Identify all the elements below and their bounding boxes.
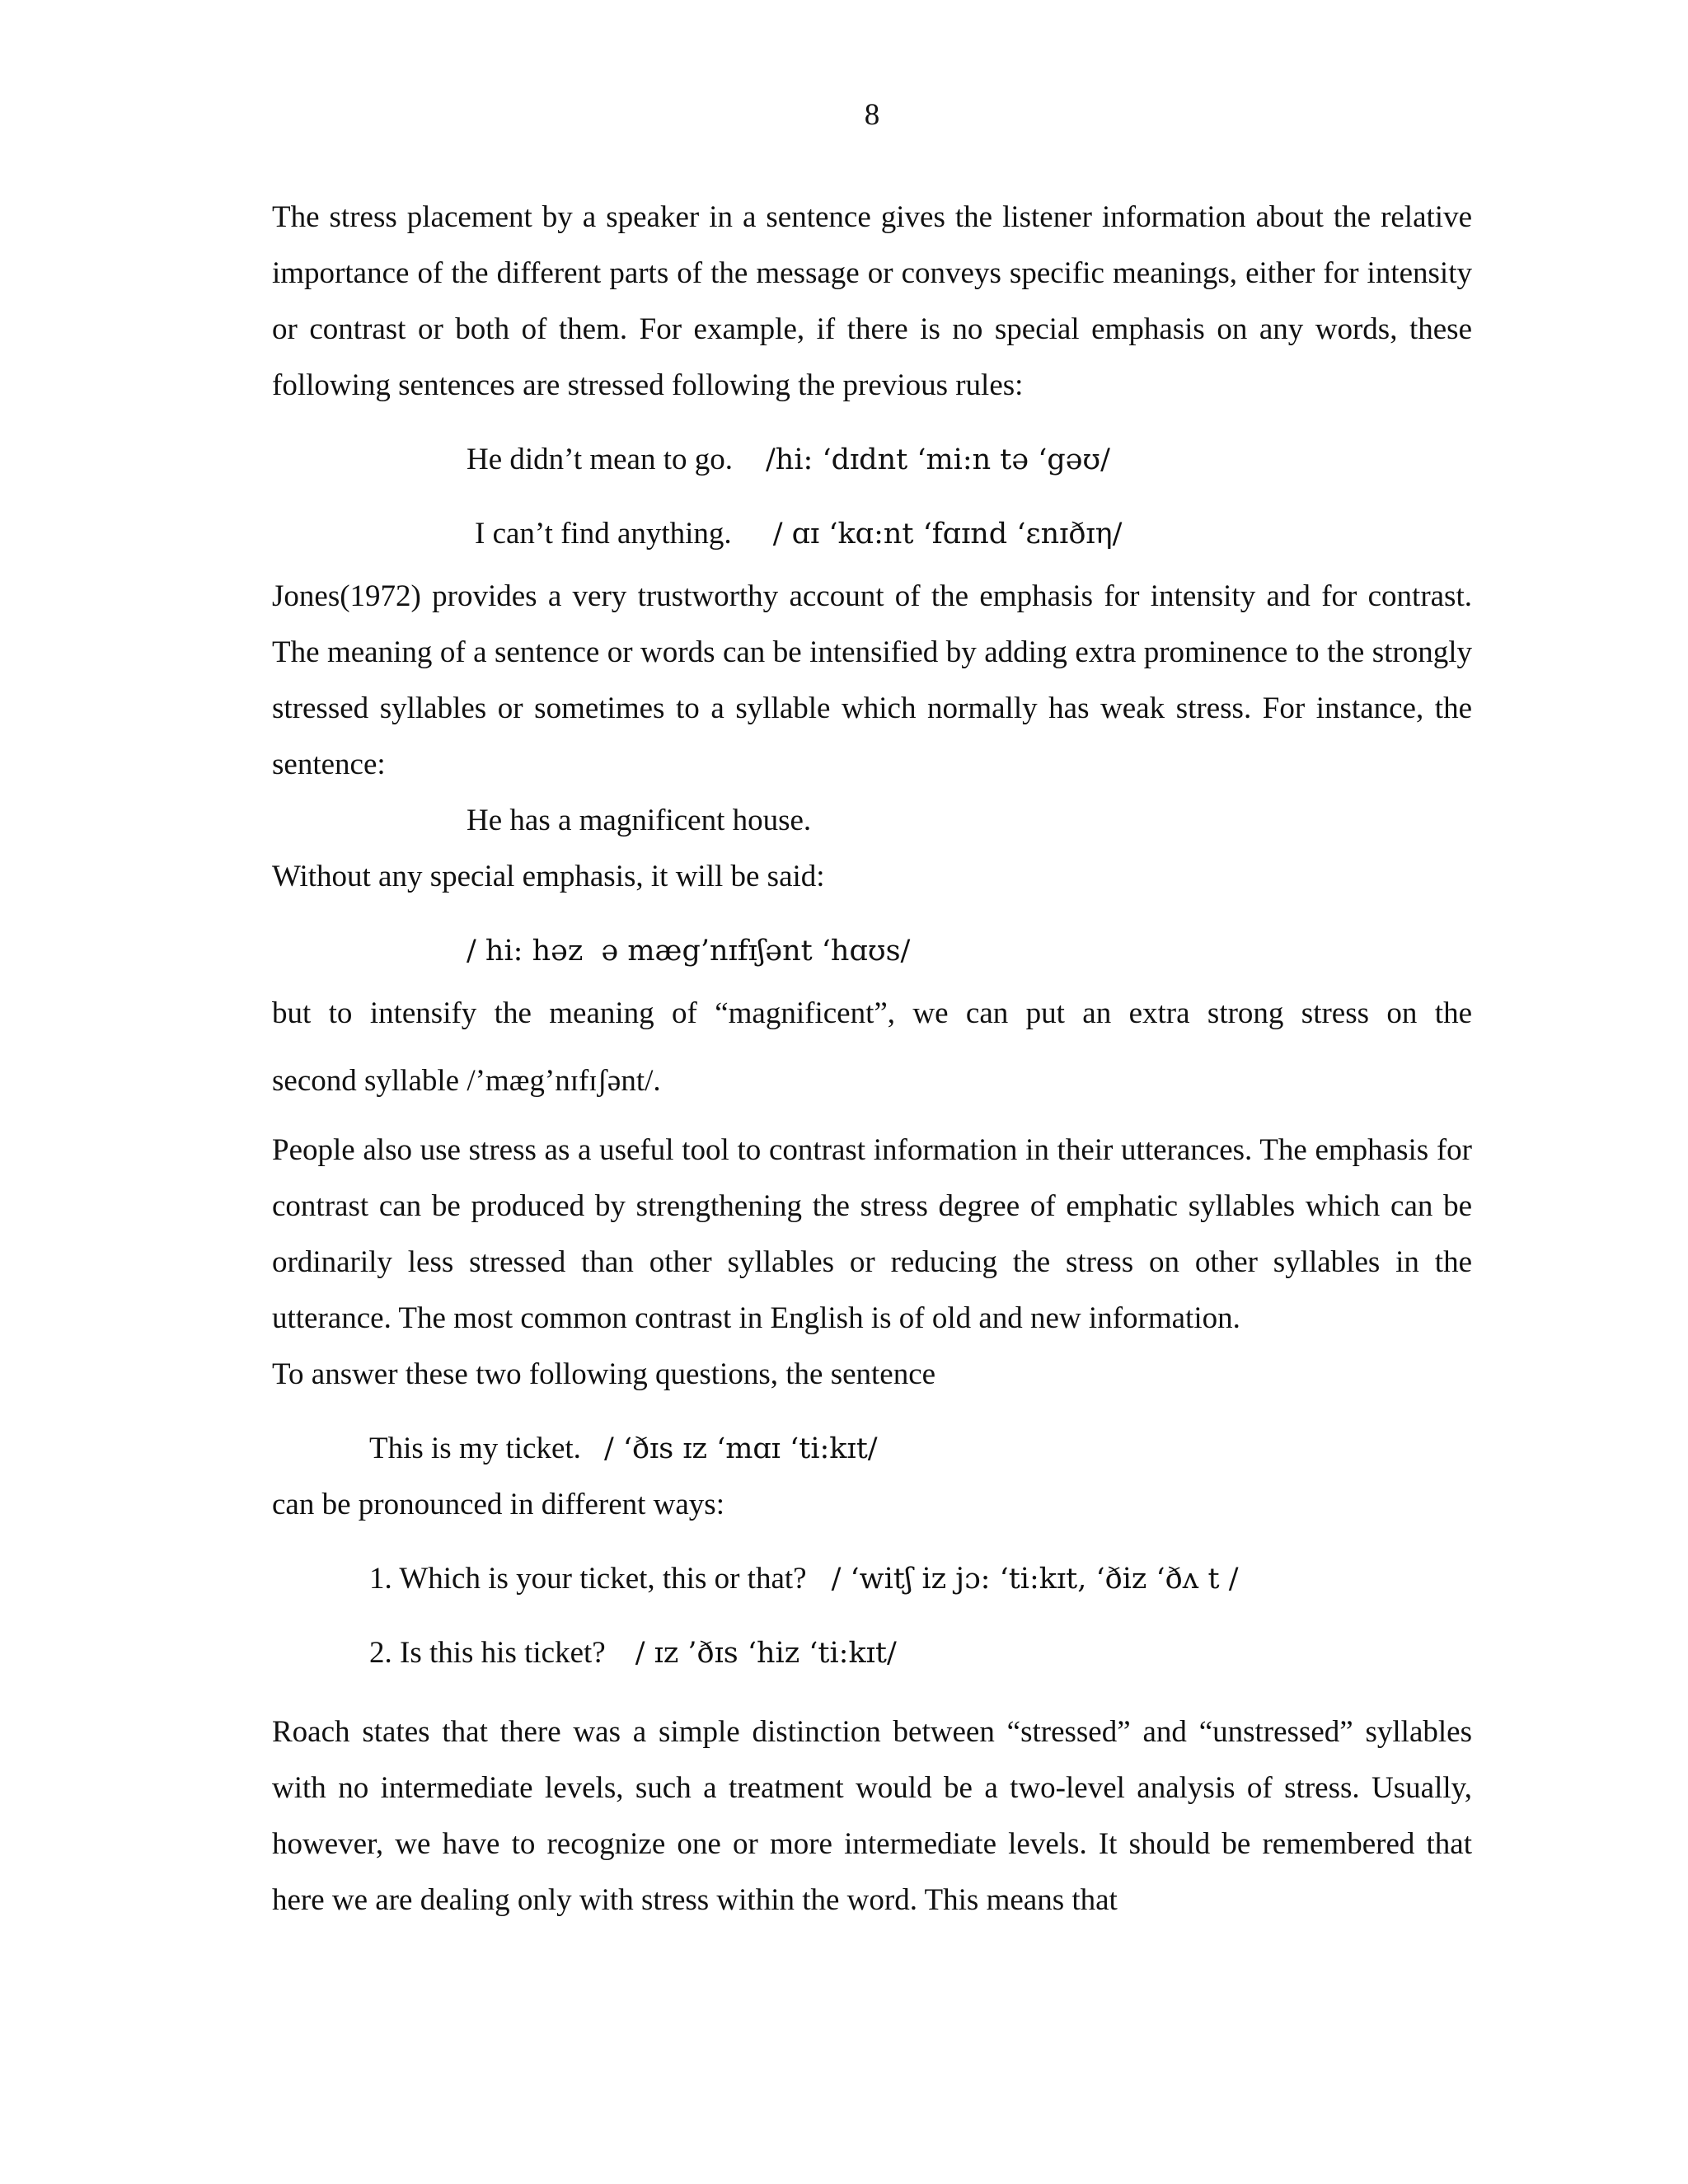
page-number: 8 [864, 98, 880, 132]
question-2-transcription: / ɪz ’ðɪs ‘hiz ‘ti:kɪt/ [635, 1637, 897, 1670]
question-1 [272, 1551, 1472, 1607]
paragraph-roach: Roach states that there was a simple distinction between “stressed” and “unstressed” syllables with no intermediate levels, such a treatment would be a two-level analysis of stress. Usually, however, we have to recognize one or more intermediate levels. It should be remembered that here we are dealing only with stress within the word. This means that [272, 1715, 1472, 1917]
example-3-transcription: / hi: həz ə mæg’nɪfɪʃənt ‘hɑʊs/ [467, 935, 911, 968]
example-4-transcription: / ‘ðɪs ɪz ‘mɑɪ ‘ti:kɪt/ [603, 1432, 878, 1465]
page-body [272, 190, 1472, 1929]
question-2-text: 2. Is this his ticket? [369, 1636, 606, 1670]
paragraph-intensify-line-2: second syllable /’mæg’nɪfɪʃənt/. [272, 1064, 661, 1098]
example-4-text: This is my ticket. [369, 1432, 581, 1465]
paragraph-without-emphasis: Without any special emphasis, it will be said: [272, 860, 825, 893]
example-sentence-4 [272, 1421, 1472, 1477]
example-1-transcription: /hi: ‘dɪdnt ‘mi:n tə ‘gəʊ/ [766, 443, 1110, 476]
example-2-text: I can’t find anything. [475, 517, 732, 551]
paragraph-jones: Jones(1972) provides a very trustworthy account of the emphasis for intensity and for contrast. The meaning of a sentence or words can be intensified by adding extra prominence to the strongly stressed syllables or sometimes to a syllable which normally has weak stress. For instance, the sentence: [272, 579, 1472, 781]
paragraph-pronounced-ways: can be pronounced in different ways: [272, 1488, 724, 1521]
paragraph-stress-placement: The stress placement by a speaker in a sentence gives the listener information about the relative importance of the different parts of the message or conveys specific meanings, either for intensity or contrast or both of them. For example, if there is no special emphasis on any words, these following sentences are stressed following the previous rules: [272, 200, 1472, 402]
example-1-text: He didn’t mean to go. [467, 443, 734, 476]
question-1-text: 1. Which is your ticket, this or that? [369, 1562, 807, 1596]
example-sentence-3: He has a magnificent house. [467, 804, 812, 837]
paragraph-intensify-line-1: but to intensify the meaning of “magnificent”, we can put an extra strong stress on the [272, 996, 1472, 1030]
question-2 [272, 1625, 1472, 1681]
question-1-transcription: / ‘witʃ iz jɔ: ‘ti:kɪt, ‘ðiz ‘ðʌ t / [831, 1563, 1239, 1596]
paragraph-answer-questions: To answer these two following questions, the sentence [272, 1357, 936, 1391]
example-sentence-2 [272, 506, 1472, 562]
paragraph-intensify [272, 986, 1472, 1109]
example-2-transcription: / ɑɪ ‘kɑ:nt ‘fɑɪnd ‘ɛnɪðɪη/ [772, 518, 1123, 551]
example-sentence-1 [272, 432, 1472, 488]
paragraph-contrast: People also use stress as a useful tool to contrast information in their utterances. The emphasis for contrast can be produced by strengthening the stress degree of emphatic syllables which can be ordinarily less stressed than other syllables or reducing the stress on other syllables in the utterance. The most common contrast in English is of old and new information. [272, 1133, 1472, 1335]
